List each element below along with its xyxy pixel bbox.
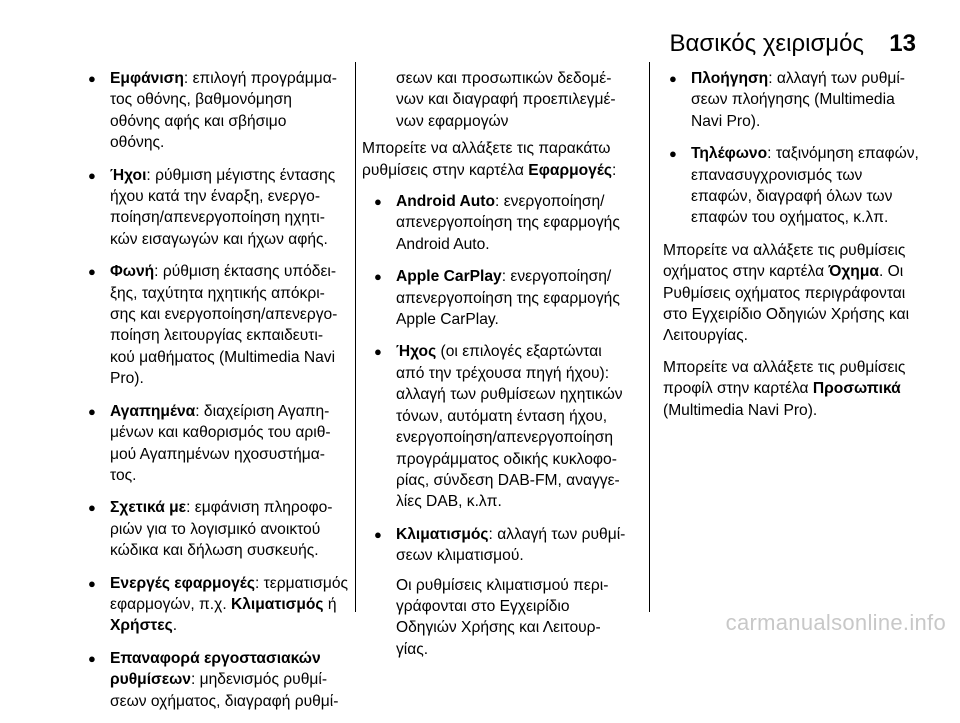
column-3 bbox=[663, 68, 925, 431]
item-term: Ήχοι bbox=[110, 166, 147, 184]
list-item: ● Αγαπημένα: διαχείριση Αγαπη- μένων και καθορισμός του αριθ- μού Αγαπημένων ηχοσυστήμα- τος. bbox=[88, 402, 331, 484]
bullet-icon: ● bbox=[88, 650, 96, 666]
page-footer bbox=[0, 610, 960, 642]
item-subparagraph: Οι ρυθμίσεις κλιματισμού περι- γράφονται στο Εγχειρίδιο Οδηγιών Χρήσης και Λειτουρ- γίας. bbox=[396, 576, 609, 658]
bullet-icon: ● bbox=[374, 194, 382, 210]
watermark: carmanualsonline.info bbox=[725, 610, 946, 635]
list-item: ● Πλοήγηση: αλλαγή των ρυθμί- σεων πλοήγησης (Multimedia Navi Pro). bbox=[669, 70, 906, 130]
bullet-icon: ● bbox=[374, 269, 382, 285]
bullet-icon: ● bbox=[374, 526, 382, 542]
item-term: Επαναφορά εργοστασιακών bbox=[110, 649, 321, 667]
bullet-icon: ● bbox=[88, 403, 96, 419]
bullet-icon: ● bbox=[88, 575, 96, 591]
vehicle-paragraph: Μπορείτε να αλλάξετε τις ρυθμίσεις οχήματος στην καρτέλα Όχημα. Οι Ρυθμίσεις οχήματος περιγράφονται στο Εγχειρίδιο Οδηγιών Χρήσης και Λειτουργίας. bbox=[663, 241, 910, 345]
item-term: Android Auto bbox=[396, 193, 496, 211]
list-item: ● Android Auto: ενεργοποίηση/ απενεργοποίηση της εφαρμογής Android Auto. bbox=[374, 193, 620, 253]
page-header bbox=[0, 0, 960, 60]
bullet-icon: ● bbox=[88, 167, 96, 183]
list-item: ● Τηλέφωνο: ταξινόμηση επαφών, επανασυγχρονισμός των επαφών, διαγραφή όλων των επαφών του οχήματος, κ.λπ. bbox=[669, 145, 919, 227]
bullet-icon: ● bbox=[669, 71, 677, 86]
item-term: Apple CarPlay bbox=[396, 268, 502, 286]
intro-paragraph: Μπορείτε να αλλάξετε τις παρακάτω ρυθμίσεις στην καρτέλα Εφαρμογές: bbox=[362, 140, 617, 179]
list-item: ● Φωνή: ρύθμιση έκτασης υπόδει- ξης, ταχύτητα ηχητικής απόκρι- σης και ενεργοποίηση/απενεργο- ποίηση λειτουργίας εκπαιδευτι- κού μαθήματος (Multimedia Navi Pro). bbox=[88, 263, 338, 388]
column-2 bbox=[362, 68, 630, 671]
item-term: Εμφάνιση bbox=[110, 70, 184, 87]
list-item: ● Εμφάνιση: επιλογή προγράμμα- τος οθόνης, βαθμονόμηση οθόνης αφής και σβήσιμο οθόνης. bbox=[88, 70, 337, 152]
list-item-continued: σεων και προσωπικών δεδομέ- νων και διαγραφή προεπιλεγμέ- νων εφαρμογών bbox=[396, 70, 616, 130]
item-term: Ενεργές εφαρμογές bbox=[110, 574, 255, 592]
profile-paragraph: Μπορείτε να αλλάξετε τις ρυθμίσεις προφίλ στην καρτέλα Προσωπικά (Multimedia Navi Pro). bbox=[663, 358, 906, 419]
column-divider bbox=[649, 62, 650, 612]
bullet-icon: ● bbox=[669, 146, 677, 162]
item-term: Φωνή bbox=[110, 263, 155, 281]
list-item: ● Apple CarPlay: ενεργοποίηση/ απενεργοποίηση της εφαρμογής Apple CarPlay. bbox=[374, 268, 620, 329]
bullet-icon: ● bbox=[88, 264, 96, 280]
bullet-icon: ● bbox=[88, 71, 96, 86]
item-term: Σχετικά με bbox=[110, 499, 187, 517]
list-item: ● Ήχος (οι επιλογές εξαρτώνται από την τρέχουσα πηγή ήχου): αλλαγή των ρυθμίσεων ηχητικών τόνων, αυτόματη ένταση ήχου, ενεργοποίηση/απενεργοποίηση προγράμματος οδικής κυκλοφο- ρίας, σύνδεση DAB-FM, αναγγε- λίες DAB, κ.λπ. bbox=[374, 343, 623, 511]
item-term: Τηλέφωνο bbox=[691, 145, 768, 163]
list-item: ● Κλιματισμός: αλλαγή των ρυθμί- σεων κλιματισμού. Οι ρυθμίσεις κλιματισμού περι- γράφονται στο Εγχειρίδιο Οδηγιών Χρήσης και Λειτουρ- γίας. bbox=[368, 524, 630, 660]
list-item: ● Σχετικά με: εμφάνιση πληροφο- ριών για το λογισμικό ανοικτού κώδικα και δήλωση συσκευής. bbox=[88, 499, 333, 560]
item-term: Κλιματισμός bbox=[396, 525, 489, 543]
list-item: ● Ενεργές εφαρμογές: τερματισμός εφαρμογών, π.χ. Κλιματισμός ή Χρήστες. bbox=[88, 574, 349, 635]
list-item: ● Ήχοι: ρύθμιση μέγιστης έντασης ήχου κατά την έναρξη, ενεργο- ποίηση/απενεργοποίηση ηχητι- κών εισαγωγών και ήχων αφής. bbox=[88, 166, 336, 248]
bullet-icon: ● bbox=[374, 344, 382, 360]
page-number: 13 bbox=[889, 30, 916, 57]
section-title: Βασικός χειρισμός bbox=[669, 30, 864, 57]
bullet-icon: ● bbox=[88, 500, 96, 516]
item-term: Ήχος bbox=[396, 343, 437, 361]
item-term: Πλοήγηση bbox=[691, 70, 769, 87]
item-term: Αγαπημένα bbox=[110, 402, 196, 420]
column-divider bbox=[355, 62, 356, 612]
list-item: ● Επαναφορά εργοστασιακών ρυθμίσεων: μηδενισμός ρυθμί- σεων οχήματος, διαγραφή ρυθμί- bbox=[88, 649, 339, 710]
